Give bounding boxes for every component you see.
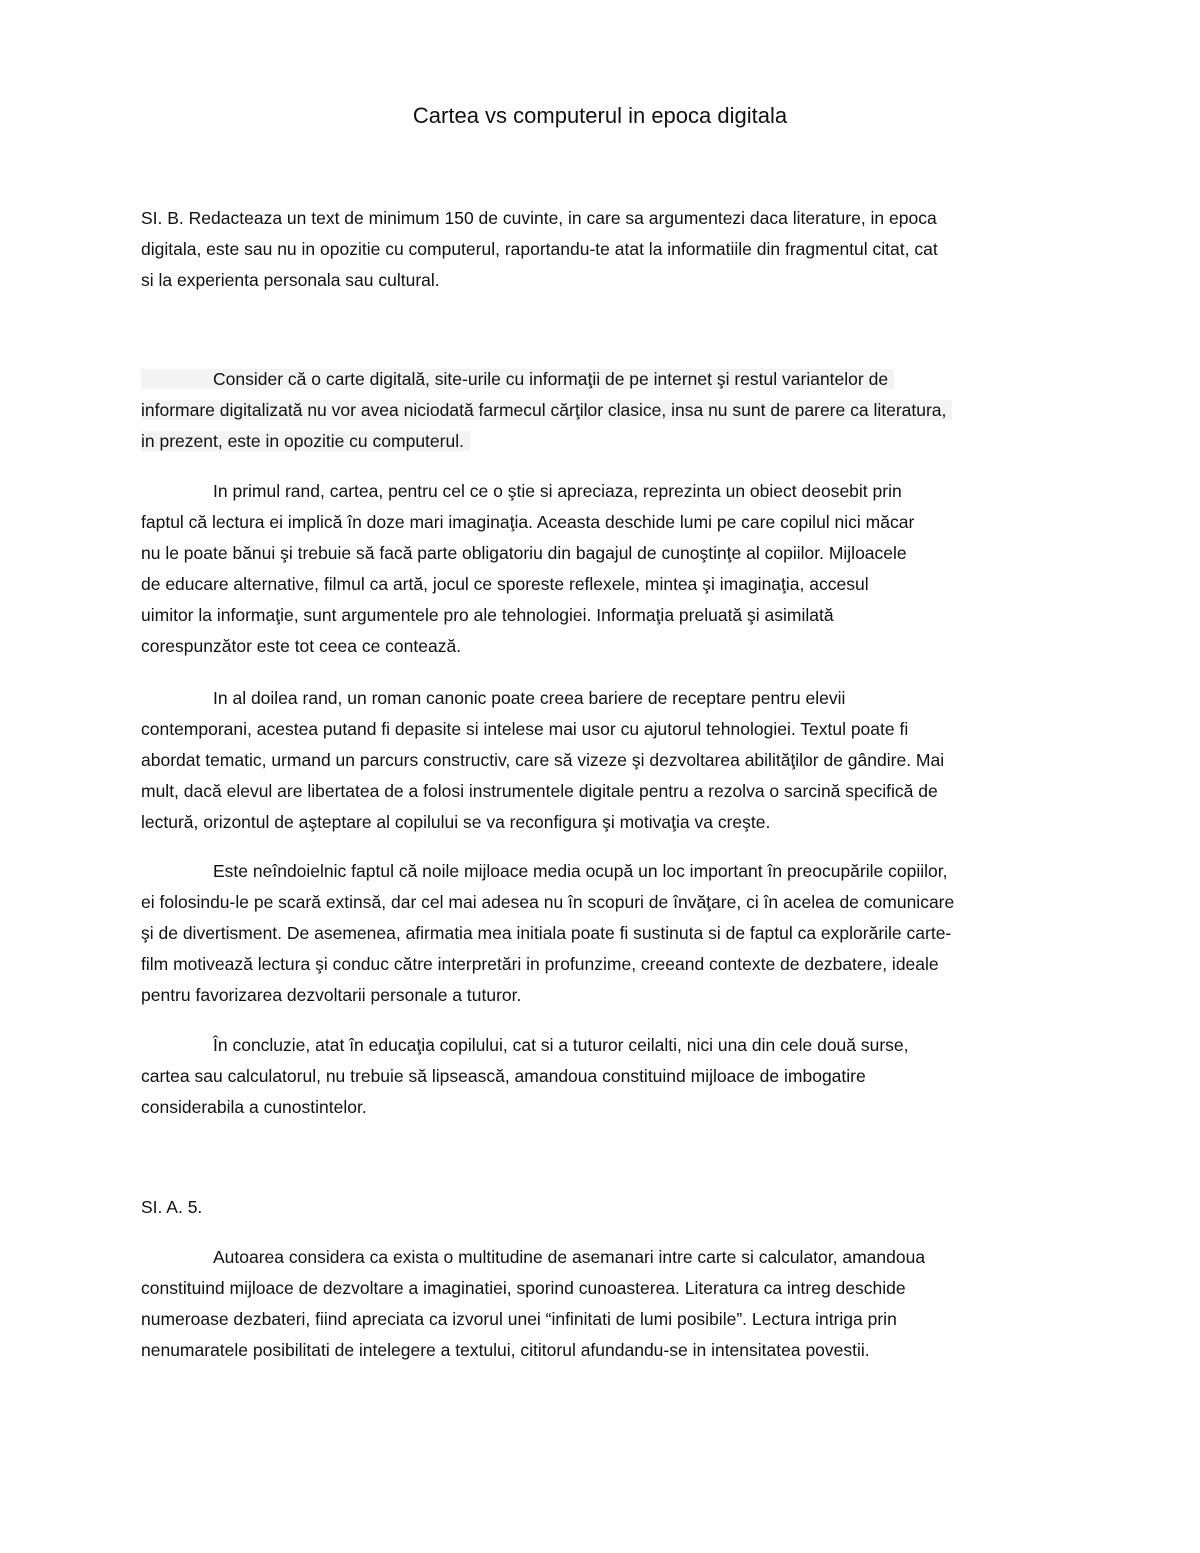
essay-paragraph-5 xyxy=(141,1030,1066,1123)
answer-line: Autoarea considera ca exista o multitudine de asemanari intre carte si calculator, amandoua xyxy=(213,1247,926,1267)
essay-line: Consider că o carte digitală, site-urile cu informaţii de pe internet şi restul variantelor de xyxy=(141,369,894,389)
essay-line: nu le poate bănui şi trebuie să facă parte obligatoriu din bagajul de cunoştinţe al copiilor. Mijloacele xyxy=(141,543,907,563)
essay-line: uimitor la informaţie, sunt argumentele pro ale tehnologiei. Informaţia preluată şi asimilată xyxy=(141,605,834,625)
essay-line: abordat tematic, urmand un parcurs constructiv, care să vizeze şi dezvoltarea abilităţilor de gândire. Mai xyxy=(141,750,945,770)
essay-line: film motivează lectura şi conduc către interpretări in profunzime, creeand contexte de dezbatere, ideale xyxy=(141,954,939,974)
essay-line: faptul că lectura ei implică în doze mari imaginaţia. Aceasta deschide lumi pe care copilul nici măcar xyxy=(141,512,915,532)
essay-line: lectură, orizontul de aşteptare al copilului se va reconfigura şi motivaţia va creşte. xyxy=(141,812,771,832)
essay-paragraph-4 xyxy=(141,856,1066,1011)
essay-line: cartea sau calculatorul, nu trebuie să lipsească, amandoua constituind mijloace de imbogatire xyxy=(141,1066,866,1086)
essay-line: corespunzător este tot ceea ce contează. xyxy=(141,636,462,656)
answer-line: nenumaratele posibilitati de intelegere a textului, cititorul afundandu-se in intensitatea povestii. xyxy=(141,1340,870,1360)
task-b-line: SI. B. Redacteaza un text de minimum 150 de cuvinte, in care sa argumentezi daca literature, in epoca xyxy=(141,208,937,228)
essay-line: de educare alternative, filmul ca artă, jocul ce sporeste reflexele, mintea şi imaginaţia, accesul xyxy=(141,574,869,594)
task-a5-answer xyxy=(141,1242,1066,1366)
essay-line: In al doilea rand, un roman canonic poate creea bariere de receptare pentru elevii xyxy=(213,688,846,708)
essay-paragraph-3 xyxy=(141,683,1066,838)
task-b-prompt xyxy=(141,203,1066,296)
task-b-line: si la experienta personala sau cultural. xyxy=(141,270,440,290)
answer-line: numeroase dezbateri, fiind apreciata ca izvorul unei “infinitati de lumi posibile”. Lectura intriga prin xyxy=(141,1309,897,1329)
essay-line: În concluzie, atat în educaţia copilului, cat si a tuturor ceilalti, nici una din cele două surse, xyxy=(213,1035,909,1055)
document-title: Cartea vs computerul in epoca digitala xyxy=(412,103,788,128)
essay-line: ei folosindu-le pe scară extinsă, dar cel mai adesea nu în scopuri de învăţare, ci în acelea de comunicare xyxy=(141,892,955,912)
essay-paragraph-2 xyxy=(141,476,1066,662)
essay-line: şi de divertisment. De asemenea, afirmatia mea initiala poate fi sustinuta si de faptul ca explorările carte- xyxy=(141,923,952,943)
essay-line: Este neîndoielnic faptul că noile mijloace media ocupă un loc important în preocupările copiilor, xyxy=(213,861,948,881)
task-b-line: digitala, este sau nu in opozitie cu computerul, raportandu-te atat la informatiile din fragmentul citat, cat xyxy=(141,239,938,259)
answer-line: constituind mijloace de dezvoltare a imaginatiei, sporind cunoasterea. Literatura ca intreg deschide xyxy=(141,1278,906,1298)
essay-line: mult, dacă elevul are libertatea de a folosi instrumentele digitale pentru a rezolva o sarcină specifică de xyxy=(141,781,938,801)
essay-line: contemporani, acestea putand fi depasite si intelese mai usor cu ajutorul tehnologiei. Textul poate fi xyxy=(141,719,909,739)
essay-line: informare digitalizată nu vor avea niciodată farmecul cărţilor clasice, insa nu sunt de parere ca literatura, xyxy=(141,400,952,420)
essay-paragraph-1 xyxy=(141,364,1066,457)
task-a5-label: SI. A. 5. xyxy=(141,1197,203,1217)
essay-line: In primul rand, cartea, pentru cel ce o ştie si apreciaza, reprezinta un obiect deosebit prin xyxy=(213,481,902,501)
essay-line: in prezent, este in opozitie cu computerul. xyxy=(141,431,470,451)
essay-line: considerabila a cunostintelor. xyxy=(141,1097,367,1117)
essay-line: pentru favorizarea dezvoltarii personale a tuturor. xyxy=(141,985,522,1005)
